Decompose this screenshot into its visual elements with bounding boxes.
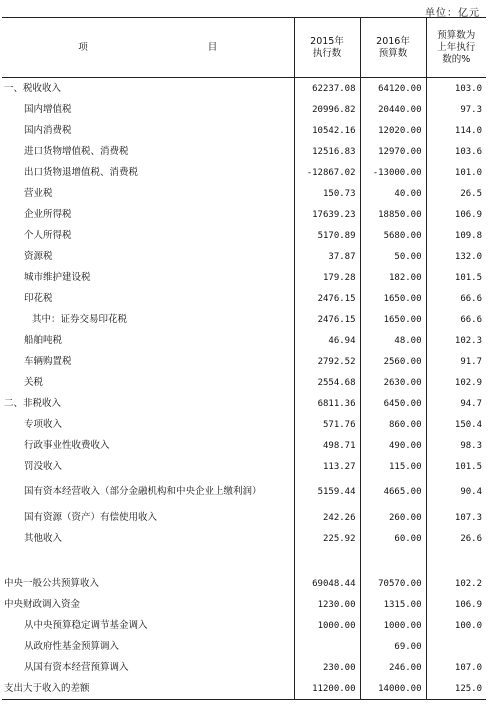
value-2016: 260.00 [360,507,426,528]
percent-value: 102.2 [426,573,486,594]
table-row [2,309,486,330]
value-2016: 69.00 [360,636,426,657]
table-row [2,435,486,456]
table-row [2,456,486,477]
value-2015: 20996.82 [294,99,360,120]
percent-value: 102.9 [426,372,486,393]
value-2015: 2554.68 [294,372,360,393]
table-row [2,288,486,309]
percent-value: 107.0 [426,657,486,678]
percent-value: 101.0 [426,162,486,183]
value-2015: 10542.16 [294,120,360,141]
percent-value: 66.6 [426,309,486,330]
value-2016: 2560.00 [360,351,426,372]
row-label: 行政事业性收费收入 [24,439,110,451]
table-row [2,528,486,549]
row-label: 车辆购置税 [24,355,72,367]
value-2015: 179.28 [294,267,360,288]
value-2015: 12516.83 [294,141,360,162]
value-2016: 18850.00 [360,204,426,225]
table-row [2,162,486,183]
value-2016: 12020.00 [360,120,426,141]
value-2016: 20440.00 [360,99,426,120]
unit-label: 单位：亿元 [425,8,480,19]
row-label: 船舶吨税 [24,334,63,346]
value-2015: 17639.23 [294,204,360,225]
value-2015 [294,549,360,573]
percent-value [426,549,486,573]
percent-value [426,636,486,657]
value-2015: 242.26 [294,507,360,528]
table-row [2,657,486,678]
row-label: 资源税 [24,250,53,262]
row-label: 国内增值税 [24,103,72,115]
table-row [2,120,486,141]
value-2015: 571.76 [294,414,360,435]
table-row [2,246,486,267]
percent-value: 26.6 [426,528,486,549]
row-label: 城市维护建设税 [24,271,91,283]
header-item-b: 目 [207,41,218,53]
table-row [2,507,486,528]
row-label: 出口货物退增值税、消费税 [24,166,139,178]
value-2016: 5680.00 [360,225,426,246]
value-2016: 40.00 [360,183,426,204]
value-2016: 48.00 [360,330,426,351]
value-2015: 498.71 [294,435,360,456]
value-2015: 5170.89 [294,225,360,246]
value-2016: 1650.00 [360,288,426,309]
row-label: 进口货物增值税、消费税 [24,145,129,157]
value-2015: 230.00 [294,657,360,678]
value-2016: 12970.00 [360,141,426,162]
percent-value: 102.3 [426,330,486,351]
value-2016: 1650.00 [360,309,426,330]
table-body [2,78,486,700]
row-label: 印花税 [24,292,53,304]
percent-value: 106.9 [426,204,486,225]
value-2016: 2630.00 [360,372,426,393]
value-2015: 1230.00 [294,594,360,615]
table-row [2,183,486,204]
table-row [2,351,486,372]
row-label: 二、非税收入 [4,397,62,409]
row-label: 中央财政调入资金 [4,598,81,610]
value-2016: 14000.00 [360,678,426,700]
header-item [2,18,294,78]
percent-value: 101.5 [426,456,486,477]
table-row [2,615,486,636]
table-row [2,78,486,100]
value-2015: 1000.00 [294,615,360,636]
table-row [2,636,486,657]
value-2016: 70570.00 [360,573,426,594]
value-2016: 6450.00 [360,393,426,414]
table-row [2,573,486,594]
table-row [2,204,486,225]
row-label: 个人所得税 [24,229,72,241]
percent-value: 94.7 [426,393,486,414]
percent-value: 91.7 [426,351,486,372]
value-2015: 37.87 [294,246,360,267]
row-label: 从中央预算稳定调节基金调入 [24,619,148,631]
value-2015: -12867.02 [294,162,360,183]
percent-value: 107.3 [426,507,486,528]
percent-value: 150.4 [426,414,486,435]
value-2015: 46.94 [294,330,360,351]
row-label: 一、税收收入 [4,82,62,94]
percent-value: 114.0 [426,120,486,141]
row-label: 国内消费税 [24,124,72,136]
table-row [2,594,486,615]
percent-value: 90.4 [426,477,486,507]
value-2016: 64120.00 [360,78,426,100]
header-item-a: 项 [78,41,88,53]
row-label: 从国有资本经营预算调入 [24,661,129,673]
percent-value: 103.6 [426,141,486,162]
header-2015: 2015年 执行数 [294,18,360,78]
value-2016: 115.00 [360,456,426,477]
percent-value: 106.9 [426,594,486,615]
table-header-row [2,18,486,78]
value-2015: 6811.36 [294,393,360,414]
row-label: 企业所得税 [24,208,72,220]
row-label: 中央一般公共预算收入 [4,577,100,589]
value-2015: 11200.00 [294,678,360,700]
table-row [2,141,486,162]
spacer-row [2,549,486,573]
value-2015: 69048.44 [294,573,360,594]
value-2016: 60.00 [360,528,426,549]
percent-value: 100.0 [426,615,486,636]
row-label: 营业税 [24,187,53,199]
percent-value: 101.5 [426,267,486,288]
value-2015: 5159.44 [294,477,360,507]
value-2015: 2792.52 [294,351,360,372]
table-row [2,393,486,414]
value-2016: -13000.00 [360,162,426,183]
value-2016: 50.00 [360,246,426,267]
table-row [2,267,486,288]
budget-table [2,17,486,700]
percent-value: 97.3 [426,99,486,120]
header-2016: 2016年 预算数 [360,18,426,78]
percent-value: 103.0 [426,78,486,100]
value-2016: 860.00 [360,414,426,435]
header-percent: 预算数为 上年执行 数的% [426,18,486,78]
row-label: 关税 [24,376,44,388]
table-row [2,330,486,351]
row-label: 从政府性基金预算调入 [24,640,120,652]
value-2015: 62237.08 [294,78,360,100]
table-row [2,225,486,246]
value-2015: 2476.15 [294,288,360,309]
table-row [2,678,486,700]
row-label: 罚没收入 [24,460,63,472]
row-label: 其中：证券交易印花税 [32,313,128,325]
row-label: 国有资源（资产）有偿使用收入 [24,511,158,523]
percent-value: 66.6 [426,288,486,309]
row-label: 国有资本经营收入（部分金融机构和中央企业上缴利润） [24,486,262,497]
percent-value: 132.0 [426,246,486,267]
table-row [2,372,486,393]
row-label [2,549,294,573]
value-2016: 1000.00 [360,615,426,636]
value-2015: 2476.15 [294,309,360,330]
value-2015 [294,636,360,657]
value-2015: 113.27 [294,456,360,477]
row-label: 专项收入 [24,418,63,430]
value-2015: 225.92 [294,528,360,549]
percent-value: 109.8 [426,225,486,246]
percent-value: 98.3 [426,435,486,456]
value-2016: 1315.00 [360,594,426,615]
value-2016 [360,549,426,573]
row-label: 其他收入 [24,532,63,544]
value-2015: 150.73 [294,183,360,204]
table-row [2,99,486,120]
value-2016: 4665.00 [360,477,426,507]
value-2016: 490.00 [360,435,426,456]
percent-value: 125.0 [426,678,486,700]
value-2016: 182.00 [360,267,426,288]
row-label: 支出大于收入的差额 [2,678,294,700]
table-row [2,477,486,507]
table-row [2,414,486,435]
percent-value: 26.5 [426,183,486,204]
value-2016: 246.00 [360,657,426,678]
